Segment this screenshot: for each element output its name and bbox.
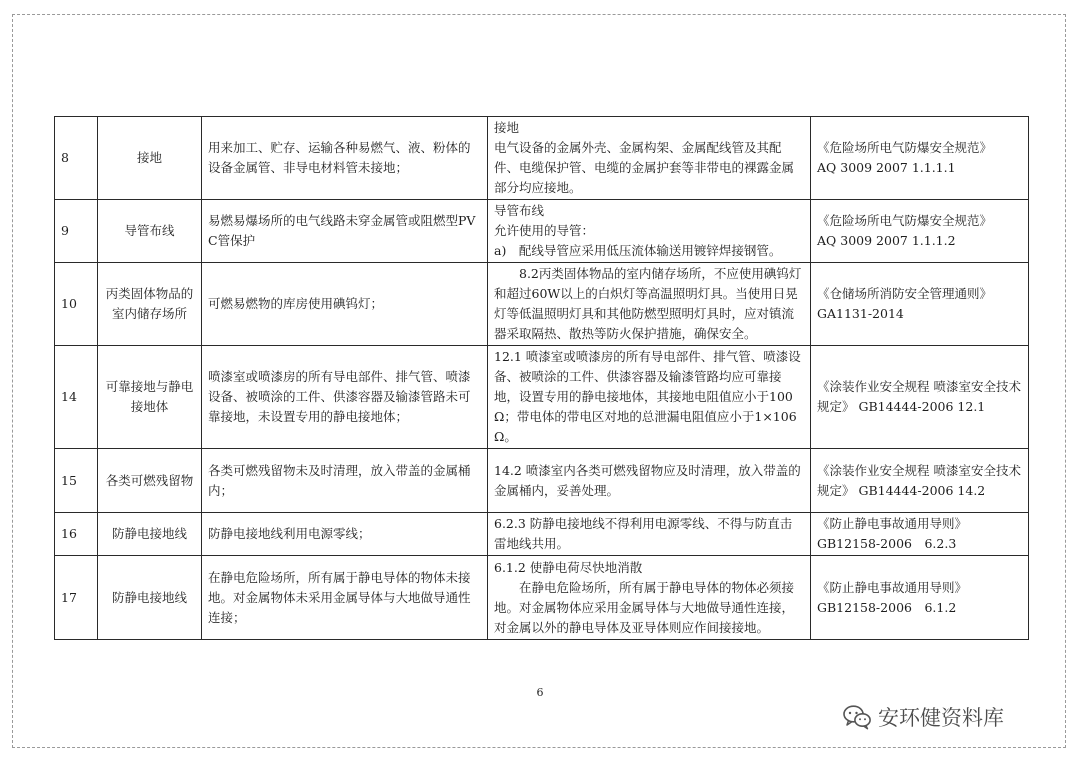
clause-text: 8.2丙类固体物品的室内储存场所，不应使用碘钨灯和超过60W以上的白炽灯等高温照明灯具。当使用日晃灯等低温照明灯具和其他防燃型照明灯具时，应对镇流器采取隔热、散热等防火保护措施，确保安全。 <box>494 266 802 341</box>
table-row <box>55 117 1029 200</box>
table-row <box>55 200 1029 263</box>
table-row <box>55 513 1029 556</box>
problem-description: 用来加工、贮存、运输各种易燃气、液、粉体的设备金属管、非导电材料管未接地； <box>202 117 488 200</box>
table-row <box>55 449 1029 513</box>
watermark-text: 安环健资料库 <box>878 706 1004 730</box>
regulation-clause <box>488 449 811 513</box>
regulation-source <box>811 556 1029 640</box>
check-item: 接地 <box>98 117 202 200</box>
clause-text: 6.2.3 防静电接地线不得利用电源零线、不得与防直击雷地线共用。 <box>494 516 793 551</box>
regulation-clause <box>488 513 811 556</box>
regulation-clause <box>488 117 811 200</box>
clause-text: 允许使用的导管： <box>494 223 595 238</box>
row-number: 9 <box>55 200 98 263</box>
source-code: AQ 3009 2007 1.1.1.1 <box>817 160 956 175</box>
clause-text: 14.2 喷漆室内各类可燃残留物应及时清理，放入带盖的金属桶内，妥善处理。 <box>494 462 801 498</box>
clause-heading: 导管布线 <box>494 203 545 218</box>
regulation-source <box>811 346 1029 449</box>
clause-heading: 接地 <box>494 120 520 135</box>
row-number: 16 <box>55 513 98 556</box>
source-title: 《防止静电事故通用导则》 <box>817 579 968 595</box>
check-item: 可靠接地与静电接地体 <box>98 346 202 449</box>
check-item: 丙类固体物品的室内储存场所 <box>98 263 202 346</box>
check-item: 防静电接地线 <box>98 513 202 556</box>
source-code: AQ 3009 2007 1.1.1.2 <box>817 233 956 248</box>
regulation-clause <box>488 263 811 346</box>
regulation-clause <box>488 200 811 263</box>
check-item: 导管布线 <box>98 200 202 263</box>
clause-text: 12.1 喷漆室或喷漆房的所有导电部件、排气管、喷漆设备、被喷涂的工件、供漆容器及输漆管路均应可靠接地，设置专用的静电接地体，其接地电阻值应小于100Ω；带电体的带电区对地的总泄漏电阻值应小于1×106Ω。 <box>494 349 801 444</box>
clause-text: 在静电危险场所，所有属于静电导体的物体必须接地。对金属物体应采用金属导体与大地做导通性连接，对金属以外的静电导体及亚导体则应作间接接地。 <box>494 579 795 635</box>
clause-heading: 6.1.2 使静电荷尽快地消散 <box>494 559 643 575</box>
check-item: 防静电接地线 <box>98 556 202 640</box>
row-number: 15 <box>55 449 98 513</box>
source-code: GB12158-2006 6.1.2 <box>817 599 957 615</box>
page-number: 6 <box>536 686 544 699</box>
row-number: 8 <box>55 117 98 200</box>
problem-description: 喷漆室或喷漆房的所有导电部件、排气管、喷漆设备、被喷涂的工件、供漆容器及输漆管路未可靠接地，未设置专用的静电接地体； <box>202 346 488 449</box>
source-title: 《防止静电事故通用导则》 <box>817 516 968 531</box>
wechat-icon <box>842 704 872 730</box>
watermark <box>842 702 1004 732</box>
problem-description: 防静电接地线利用电源零线； <box>202 513 488 556</box>
regulation-source <box>811 449 1029 513</box>
row-number: 17 <box>55 556 98 640</box>
clause-text: a) 配线导管应采用低压流体输送用镀锌焊接钢管。 <box>494 243 782 258</box>
regulation-source <box>811 513 1029 556</box>
problem-description: 可燃易燃物的库房使用碘钨灯； <box>202 263 488 346</box>
table-row <box>55 346 1029 449</box>
row-number: 14 <box>55 346 98 449</box>
regulation-clause <box>488 346 811 449</box>
problem-description: 在静电危险场所，所有属于静电导体的物体未接地。对金属物体未采用金属导体与大地做导通性连接； <box>202 556 488 640</box>
regulation-source <box>811 117 1029 200</box>
row-number: 10 <box>55 263 98 346</box>
regulation-table <box>54 116 1029 640</box>
regulation-source <box>811 200 1029 263</box>
source-title: 《涂装作业安全规程 喷漆室安全技术规定》 GB14444-2006 14.2 <box>817 462 1021 498</box>
source-title: 《涂装作业安全规程 喷漆室安全技术规定》 GB14444-2006 12.1 <box>817 379 1021 414</box>
regulation-clause <box>488 556 811 640</box>
table-row <box>55 556 1029 640</box>
clause-text: 电气设备的金属外壳、金属构架、金属配线管及其配件、电缆保护管、电缆的金属护套等非带电的裸露金属部分均应接地。 <box>494 140 795 195</box>
source-code: GB12158-2006 6.2.3 <box>817 536 957 551</box>
problem-description: 易燃易爆场所的电气线路未穿金属管或阻燃型PVC管保护 <box>202 200 488 263</box>
table-row <box>55 263 1029 346</box>
regulation-source <box>811 263 1029 346</box>
source-title: 《仓储场所消防安全管理通则》 <box>817 286 993 301</box>
source-code: GA1131-2014 <box>817 306 904 321</box>
source-title: 《危险场所电气防爆安全规范》 <box>817 213 993 228</box>
check-item: 各类可燃残留物 <box>98 449 202 513</box>
problem-description: 各类可燃残留物未及时清理，放入带盖的金属桶内； <box>202 449 488 513</box>
source-title: 《危险场所电气防爆安全规范》 <box>817 140 993 155</box>
